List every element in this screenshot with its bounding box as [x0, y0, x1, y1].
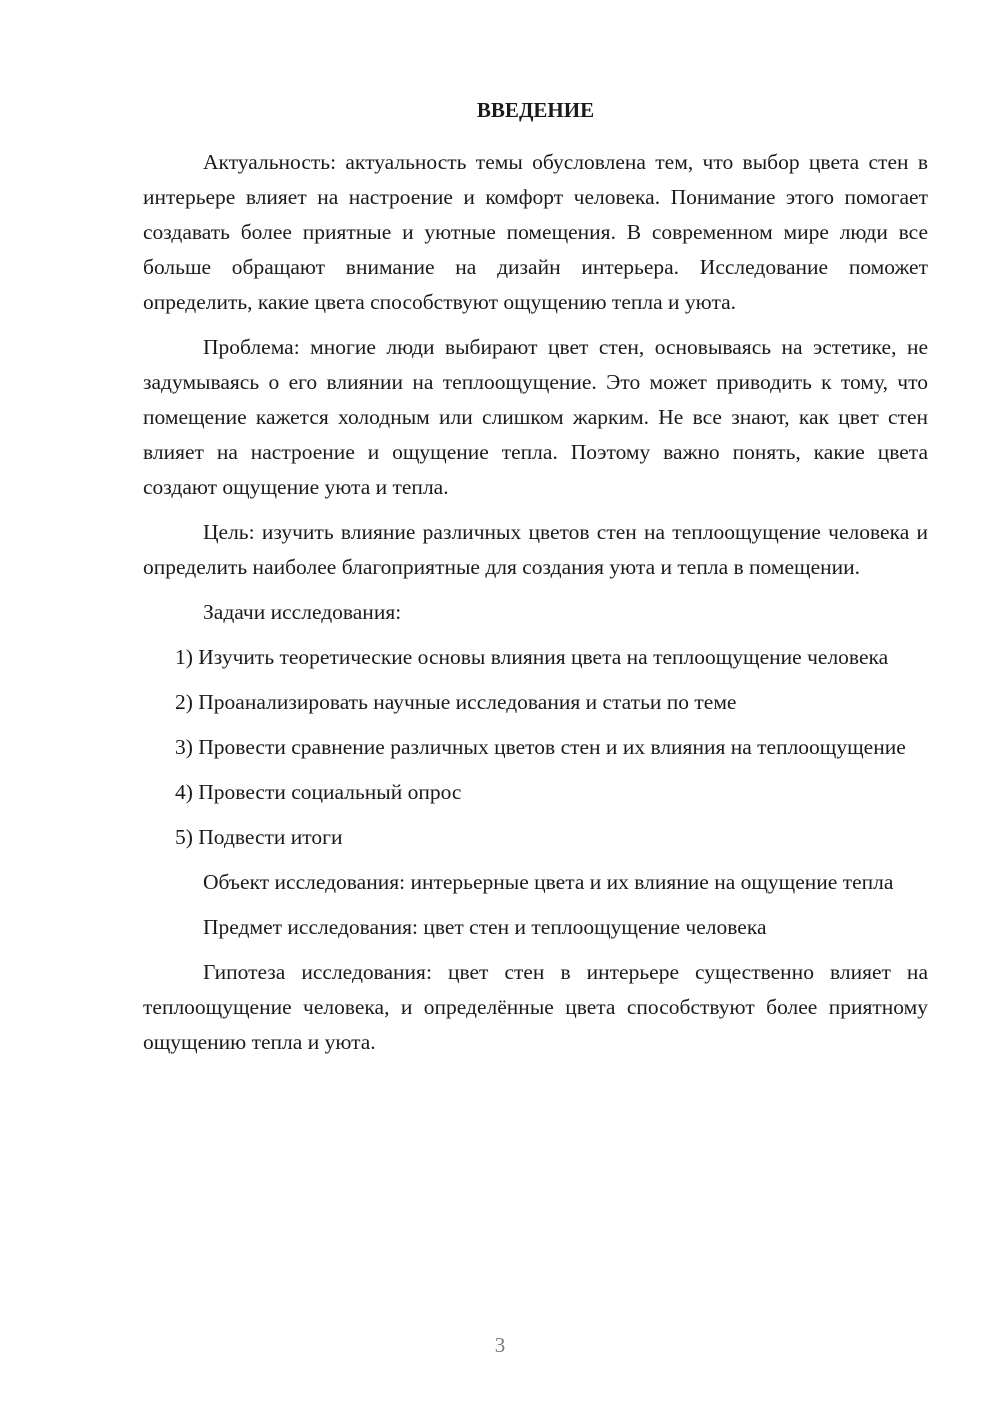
- page-number: 3: [494, 1333, 506, 1357]
- list-item: 2) Проанализировать научные исследования и статьи по теме: [175, 690, 737, 714]
- tasks-list: [143, 640, 928, 855]
- page-title: ВВЕДЕНИЕ: [476, 98, 595, 122]
- paragraph-hypothesis: Гипотеза исследования: цвет стен в интерьере существенно влияет на теплоощущение человека, и определённые цвета способствуют более приятному ощущению тепла и уюта.: [143, 960, 928, 1054]
- list-item: 5) Подвести итоги: [175, 825, 343, 849]
- paragraph-problem: Проблема: многие люди выбирают цвет стен, основываясь на эстетике, не задумываясь о его влиянии на теплоощущение. Это может приводить к тому, что помещение кажется холодным или слишком жарким. Не все знают, как цвет стен влияет на настроение и ощущение тепла. Поэтому важно понять, какие цвета создают ощущение уюта и тепла.: [143, 335, 928, 499]
- paragraph-object: Объект исследования: интерьерные цвета и их влияние на ощущение тепла: [203, 870, 894, 894]
- list-item: 1) Изучить теоретические основы влияния цвета на теплоощущение человека: [175, 645, 889, 669]
- paragraph-goal: Цель: изучить влияние различных цветов стен на теплоощущение человека и определить наиболее благоприятные для создания уюта и тепла в помещении.: [143, 520, 928, 579]
- list-item: 4) Провести социальный опрос: [175, 780, 462, 804]
- document-page: [143, 95, 928, 1070]
- paragraph-subject: Предмет исследования: цвет стен и теплоощущение человека: [203, 915, 767, 939]
- tasks-title: Задачи исследования:: [203, 600, 402, 624]
- paragraph-relevance: Актуальность: актуальность темы обусловлена тем, что выбор цвета стен в интерьере влияет на настроение и комфорт человека. Понимание этого помогает создавать более приятные и уютные помещения. В современном мире люди все больше обращают внимание на дизайн интерьера. Исследование поможет определить, какие цвета способствуют ощущению тепла и уюта.: [143, 150, 928, 314]
- list-item: 3) Провести сравнение различных цветов стен и их влияния на теплоощущение: [175, 735, 906, 759]
